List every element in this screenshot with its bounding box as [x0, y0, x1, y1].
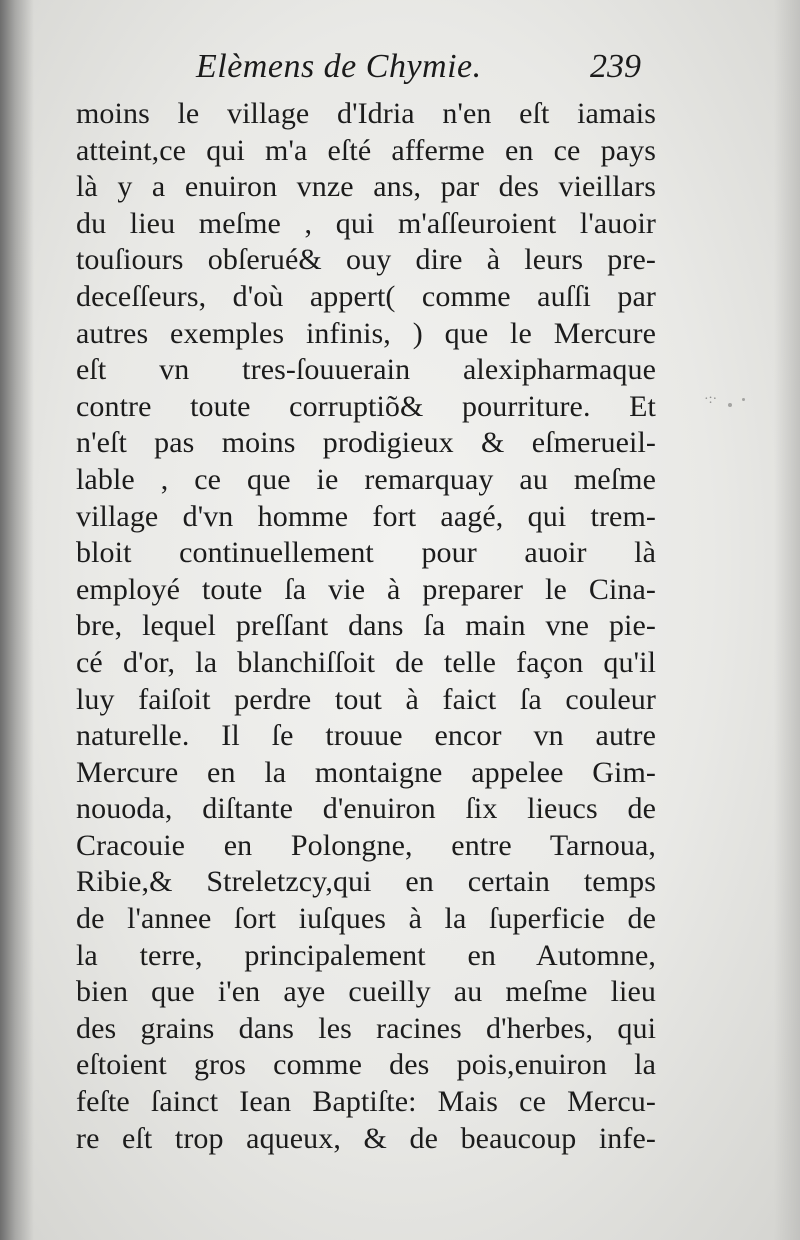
text-line: atteint,ce qui m'a eſté afferme en ce pays — [76, 133, 656, 167]
page-edge-shadow — [774, 0, 800, 1240]
text-line: village d'vn homme fort aagé, qui trem- — [76, 499, 656, 533]
text-line: moins le village d'Idria n'en eſt iamais — [76, 97, 656, 130]
text-line: Cracouie en Polongne, entre Tarnoua, — [76, 828, 656, 862]
text-line: re eſt trop aqueux, & de beaucoup infe- — [76, 1121, 656, 1155]
ink-speck — [742, 398, 745, 401]
text-line: eſtoient gros comme des pois,enuiron la — [76, 1048, 656, 1082]
text-line: eſt vn tres-ſouuerain alexipharmaque — [76, 353, 656, 387]
running-title: Elèmens de Chymie. — [196, 48, 482, 85]
text-line: de l'annee ſort iuſques à la ſuperficie de — [76, 902, 656, 936]
text-line: n'eſt pas moins prodigieux & eſmerueil- — [76, 426, 656, 460]
text-line: là y a enuiron vnze ans, par des vieillars — [76, 170, 656, 204]
margin-mark: ·:· — [704, 392, 718, 407]
body-text — [76, 96, 656, 1157]
text-line: autres exemples infinis, ) que le Mercure — [76, 316, 656, 350]
text-line: du lieu meſme , qui m'aſſeuroient l'auoir — [76, 206, 656, 240]
text-line: bloit continuellement pour auoir là — [76, 536, 656, 570]
text-line: naturelle. Il ſe trouue encor vn autre — [76, 719, 656, 753]
page-number: 239 — [590, 48, 641, 85]
ink-speck — [728, 403, 732, 407]
text-line: luy faiſoit perdre tout à faict ſa couleur — [76, 682, 656, 716]
text-line: bien que i'en aye cueilly au meſme lieu — [76, 975, 656, 1009]
running-head — [0, 44, 800, 96]
text-line: nouoda, diſtante d'enuiron ſix lieucs de — [76, 792, 656, 826]
text-line: Mercure en la montaigne appelee Gim- — [76, 755, 656, 789]
text-line: lable , ce que ie remarquay au meſme — [76, 462, 656, 496]
text-line: des grains dans les racines d'herbes, qui — [76, 1011, 656, 1045]
text-line: deceſſeurs, d'où appert( comme auſſi par — [76, 279, 656, 313]
text-line: Ribie,& Streletzcy,qui en certain temps — [76, 865, 656, 899]
text-line: cé d'or, la blanchiſſoit de telle façon qu'il — [76, 645, 656, 679]
text-line: bre, lequel preſſant dans ſa main vne pie- — [76, 609, 656, 643]
text-line: la terre, principalement en Automne, — [76, 938, 656, 972]
text-line: feſte ſainct Iean Baptiſte: Mais ce Mercu- — [76, 1085, 656, 1119]
text-line: employé toute ſa vie à preparer le Cina- — [76, 572, 656, 606]
page-gutter-shadow — [0, 0, 34, 1240]
text-line: contre toute corruptiõ& pourriture. Et — [76, 389, 656, 423]
text-line: touſiours obſerué& ouy dire à leurs pre- — [76, 243, 656, 277]
